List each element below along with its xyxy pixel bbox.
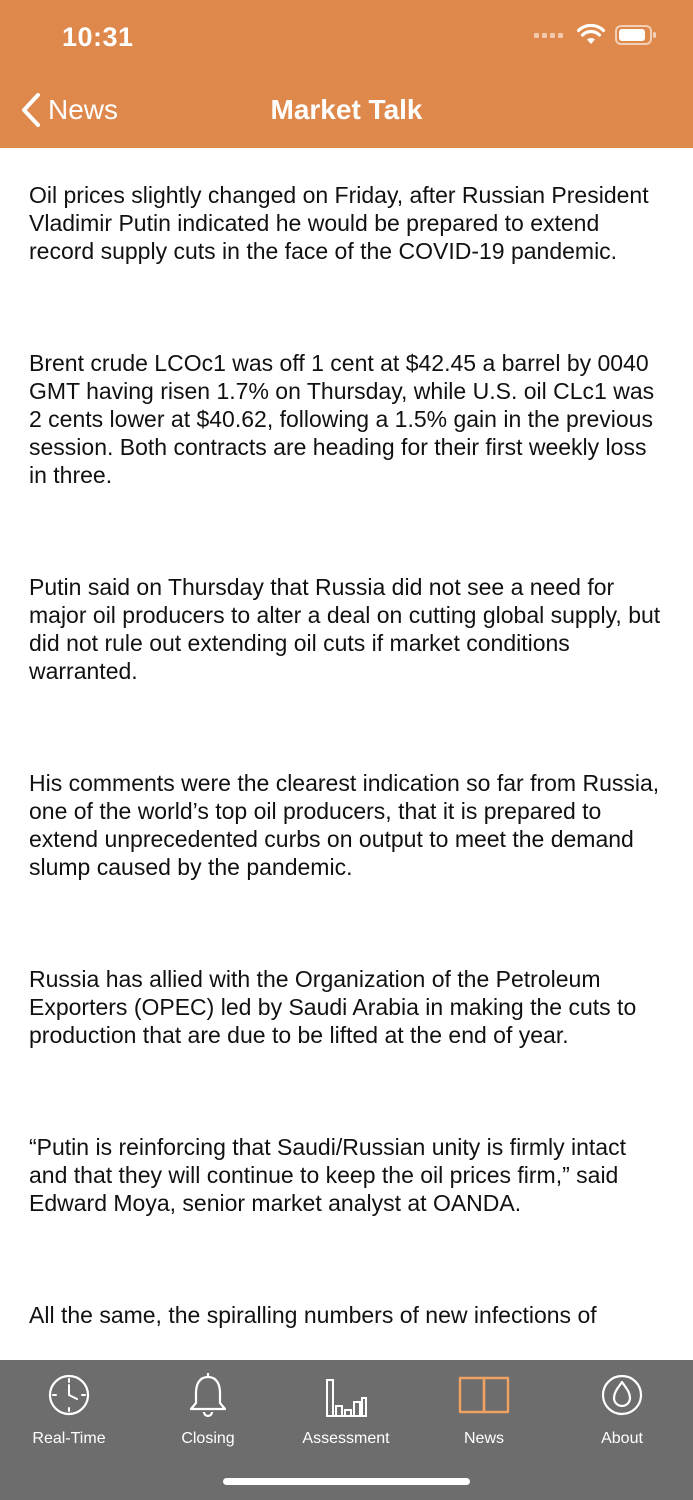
article-paragraph: Putin said on Thursday that Russia did not see a need for major oil producers to alter a deal on cutting global supply, but did not rule out extending oil cuts if market conditions warranted. (29, 574, 661, 684)
tab-closing[interactable] (148, 1372, 268, 1448)
oil-drop-icon (600, 1373, 644, 1417)
tab-real-time[interactable] (9, 1372, 129, 1448)
tab-label: Real-Time (32, 1430, 106, 1447)
back-button-label: News (48, 94, 119, 125)
page-title: Market Talk (270, 94, 423, 125)
wifi-icon (577, 24, 605, 46)
app-header (0, 0, 693, 148)
clock-icon (47, 1373, 91, 1417)
tab-news[interactable] (424, 1372, 544, 1448)
tab-label: Assessment (302, 1430, 390, 1447)
tab-assessment[interactable] (286, 1372, 406, 1448)
status-time: 10:31 (62, 22, 134, 52)
tab-label: Closing (181, 1430, 235, 1447)
article-body[interactable] (0, 148, 693, 1360)
cellular-signal-icon (534, 33, 563, 38)
tab-label: About (601, 1430, 643, 1447)
article-paragraph: Russia has allied with the Organization of the Petroleum Exporters (OPEC) led by Saudi Arabia in making the cuts to production that are due to be lifted at the end of year. (29, 966, 637, 1048)
tab-label: News (463, 1430, 504, 1447)
battery-icon (615, 24, 657, 46)
status-icons (534, 24, 657, 46)
book-icon (458, 1374, 510, 1416)
article-paragraph: “Putin is reinforcing that Saudi/Russian unity is firmly intact and that they will continue to keep the oil prices firm,” said Edward Moya, senior market analyst at OANDA. (29, 1134, 626, 1216)
article-paragraph: Oil prices slightly changed on Friday, after Russian President Vladimir Putin indicated he would be prepared to extend record supply cuts in the face of the COVID-19 pandemic. (29, 182, 649, 264)
bar-chart-icon (323, 1372, 369, 1418)
article-paragraph: His comments were the clearest indication so far from Russia, one of the world’s top oil producers, that it is prepared to extend unprecedented curbs on output to meet the demand slump caused by the pandemic. (29, 770, 660, 880)
home-indicator[interactable] (223, 1478, 470, 1485)
article-paragraph: Brent crude LCOc1 was off 1 cent at $42.45 a barrel by 0040 GMT having risen 1.7% on Thursday, while U.S. oil CLc1 was 2 cents lower at $40.62, following a 1.5% gain in the previous session. Both contracts are heading for their first weekly loss in three. (29, 350, 655, 488)
tab-about[interactable] (562, 1372, 682, 1448)
bell-icon (186, 1372, 230, 1418)
article-paragraph: All the same, the spiralling numbers of new infections of (29, 1302, 597, 1328)
